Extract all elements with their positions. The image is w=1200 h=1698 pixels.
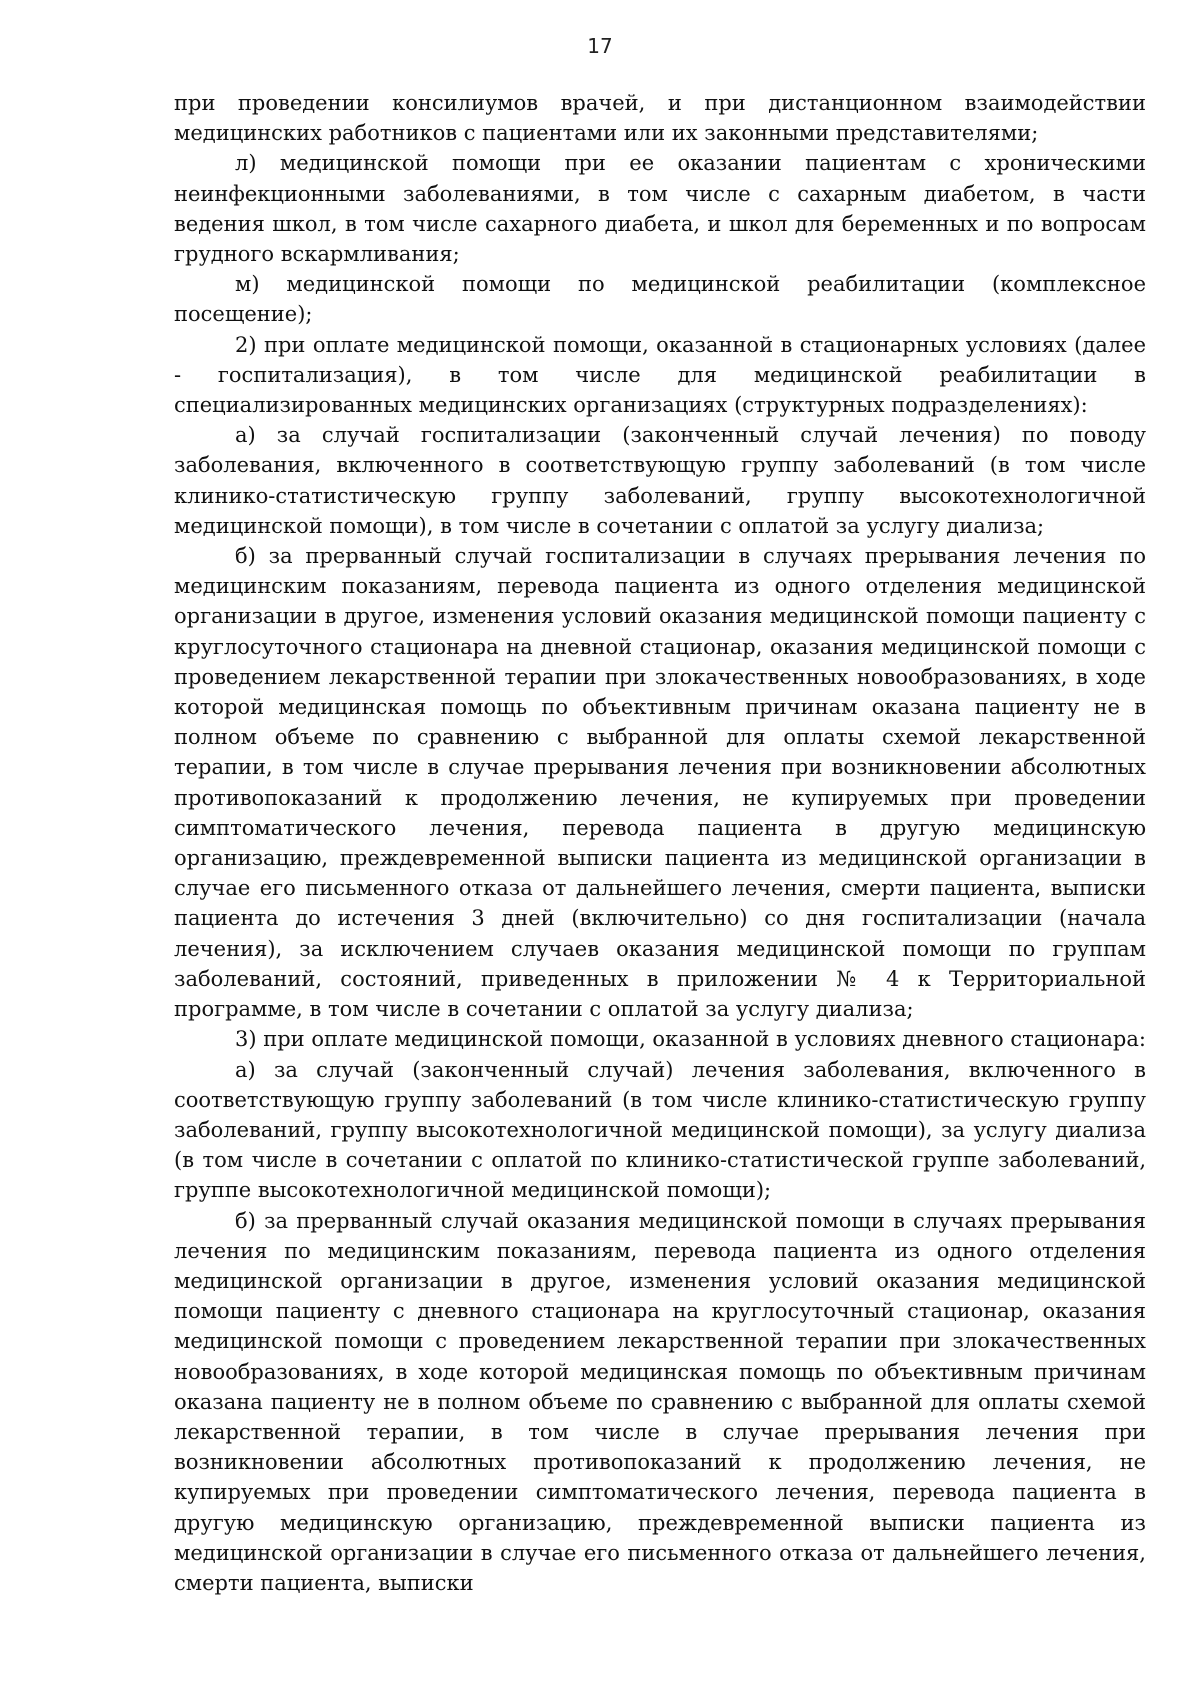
paragraph: а) за случай (законченный случай) лечения заболевания, включенного в соответствующую группу заболеваний (в том числе клинико-статистическую группу заболеваний, группу высокотехнологичной медицинской помощи), за услугу диализа (в том числе в сочетании с оплатой по клинико-статистической группе заболеваний, группе высокотехнологичной медицинской помощи);: [174, 1057, 1146, 1203]
paragraph: а) за случай госпитализации (законченный случай лечения) по поводу заболевания, включенного в соответствующую группу заболеваний (в том числе клинико-статистическую группу заболеваний, группу высокотехнологичной медицинской помощи), в том числе в сочетании с оплатой за услугу диализа;: [174, 423, 1146, 538]
paragraph: б) за прерванный случай госпитализации в случаях прерывания лечения по медицинским показаниям, перевода пациента из одного отделения медицинской организации в другое, изменения условий оказания медицинской помощи пациенту с круглосуточного стационара на дневной стационар, оказания медицинской помощи с проведением лекарственной терапии при злокачественных новообразованиях, в ходе которой медицинская помощь по объективным причинам оказана пациенту не в полном объеме по сравнению с выбранной для оплаты схемой лекарственной терапии, в том числе в случае прерывания лечения при возникновении абсолютных противопоказаний к продолжению лечения, не купируемых при проведении симптоматического лечения, перевода пациента в другую медицинскую организацию, преждевременной выписки пациента из медицинской организации в случае его письменного отказа от дальнейшего лечения, смерти пациента, выписки пациента до истечения 3 дней (включительно) со дня госпитализации (начала лечения), за исключением случаев оказания медицинской помощи по группам заболеваний, состояний, приведенных в приложении № 4 к Территориальной программе, в том числе в сочетании с оплатой за услугу диализа;: [174, 544, 1146, 1022]
paragraph: 2) при оплате медицинской помощи, оказанной в стационарных условиях (далее - госпитализация), в том числе для медицинской реабилитации в специализированных медицинских организациях (структурных подразделениях):: [174, 332, 1146, 418]
paragraph: м) медицинской помощи по медицинской реабилитации (комплексное посещение);: [174, 272, 1146, 327]
paragraph: при проведении консилиумов врачей, и при дистанционном взаимодействии медицинских работников с пациентами или их законными представителями;: [174, 91, 1146, 146]
paragraph: л) медицинской помощи при ее оказании пациентам с хроническими неинфекционными заболеваниями, в том числе с сахарным диабетом, в части ведения школ, в том числе сахарного диабета, и школ для беременных и по вопросам грудного вскармливания;: [174, 151, 1146, 267]
page-number: 17: [587, 34, 613, 58]
document-body: [174, 88, 1146, 1598]
paragraph: б) за прерванный случай оказания медицинской помощи в случаях прерывания лечения по медицинским показаниям, перевода пациента из одного отделения медицинской организации в другое, изменения условий оказания медицинской помощи пациенту с дневного стационара на круглосуточный стационар, оказания медицинской помощи с проведением лекарственной терапии при злокачественных новообразованиях, в ходе которой медицинская помощь по объективным причинам оказана пациенту не в полном объеме по сравнению с выбранной для оплаты схемой лекарственной терапии, в том числе в случае прерывания лечения при возникновении абсолютных противопоказаний к продолжению лечения, не купируемых при проведении симптоматического лечения, перевода пациента в другую медицинскую организацию, преждевременной выписки пациента из медицинской организации в случае его письменного отказа от дальнейшего лечения, смерти пациента, выписки: [174, 1208, 1146, 1595]
paragraph: 3) при оплате медицинской помощи, оказанной в условиях дневного стационара:: [235, 1027, 1146, 1052]
